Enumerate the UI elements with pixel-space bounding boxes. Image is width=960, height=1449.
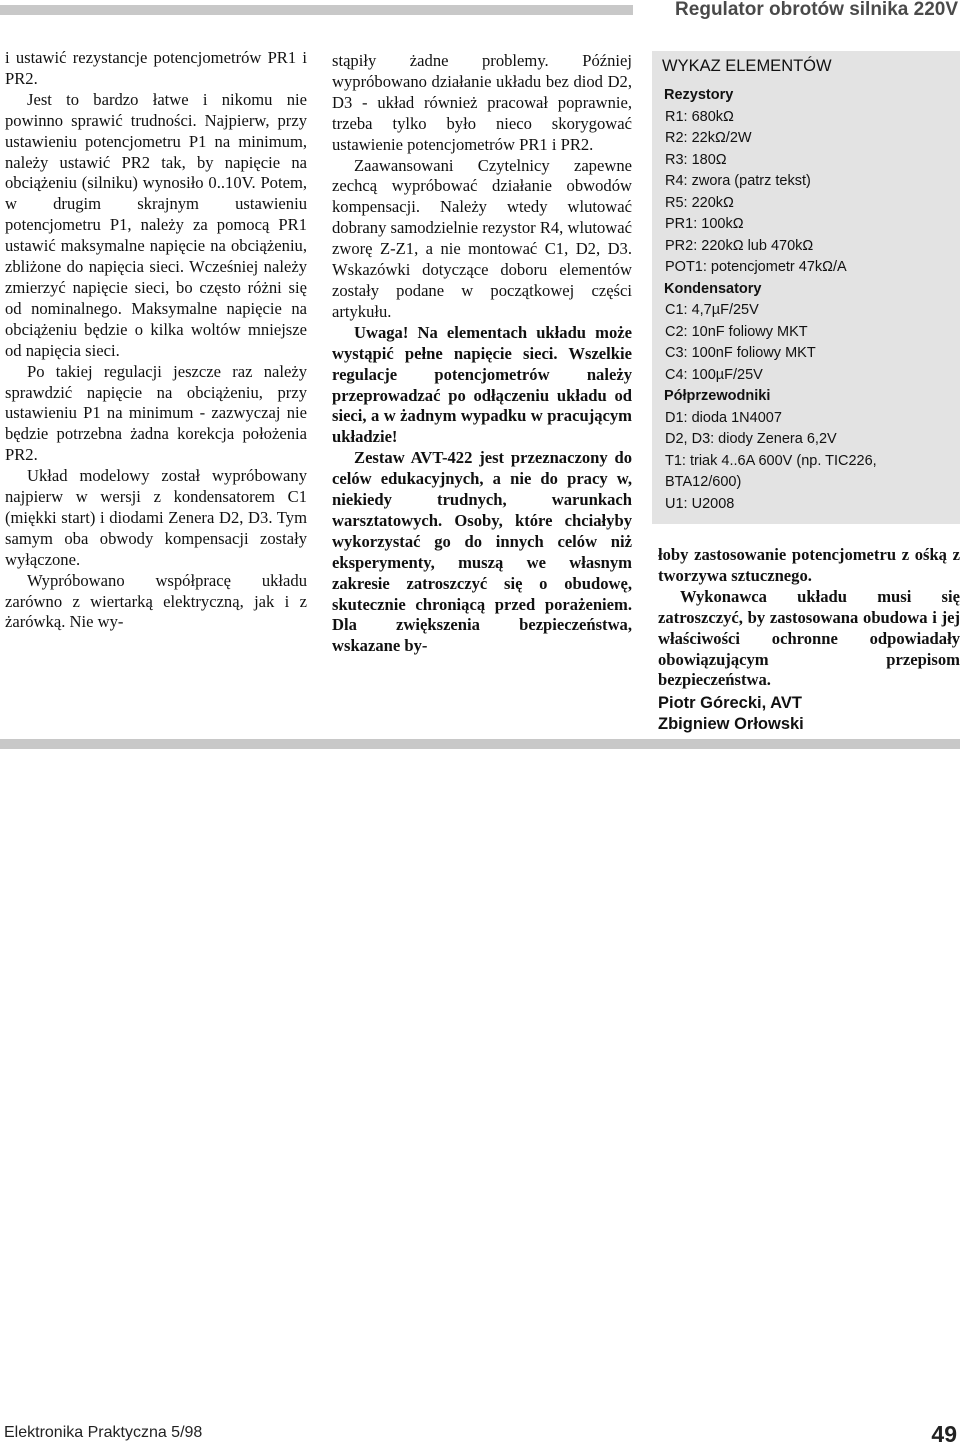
authors xyxy=(658,693,960,735)
author-line: Piotr Górecki, AVT xyxy=(658,694,802,713)
parts-item: U1: U2008 xyxy=(665,495,735,512)
paragraph: Wypróbowano współpracę układu zarówno z wiertarką elektryczną, jak i z żarówką. Nie wy- xyxy=(5,570,307,632)
page-number: 49 xyxy=(931,1421,957,1447)
parts-item: R5: 220kΩ xyxy=(665,194,734,211)
parts-item: D2, D3: diody Zenera 6,2V xyxy=(665,431,837,447)
parts-section-heading: Kondensatory xyxy=(664,280,762,297)
parts-item: D1: dioda 1N4007 xyxy=(665,409,782,426)
header-rule xyxy=(0,5,633,15)
safety-text: Wykonawca układu musi się zatroszczyć, by zastosowana obudowa i jej właściwości ochronne odpowiadały obowiązującym przepisom bezpieczeństwa. xyxy=(658,586,960,690)
parts-item: R2: 22kΩ/2W xyxy=(665,130,752,146)
parts-list-title: WYKAZ ELEMENTÓW xyxy=(662,57,832,75)
parts-item: R3: 180Ω xyxy=(665,151,727,168)
paragraph: stąpiły żadne problemy. Później wypróbowano działanie układu bez diod D2, D3 - układ również pracował poprawnie, trzeba tylko było nieco skorygować ustawienie potencjometrów PR1 i PR2. xyxy=(332,51,632,154)
text-column-1 xyxy=(5,48,307,633)
parts-item: R4: zwora (patrz tekst) xyxy=(665,173,811,189)
paragraph: Jest to bardzo łatwe i nikomu nie powinno sprawić trudności. Najpierw, przy ustawieniu potencjometru P1 na minimum, należy ustawić PR2 tak, by napięcie na obciążeniu (silniku) wynosiło 0..10V. Potem, w drugim skrajnym ustawieniu potencjometru P1, należy za pomocą PR1 ustawić maksymalne napięcie na obciążeniu, zbliżone do napięcia sieci. Wcześniej należy zmierzyć napięcie sieci, bo często różni się od nominalnego. Maksymalne napięcie na obciążeniu będzie o kilka woltów mniejsze od napięcia sieci. xyxy=(5,89,307,360)
paragraph xyxy=(658,587,960,692)
parts-section-heading: Półprzewodniki xyxy=(664,388,771,404)
parts-list-box xyxy=(652,51,960,524)
parts-item: C1: 4,7µF/25V xyxy=(665,302,759,318)
text-column-2 xyxy=(332,51,632,657)
kit-note-text: Zestaw AVT-422 jest przeznaczony do celów edukacyjnych, a nie do pracy w, niekiedy trudnych, warunkach warsztatowych. Osoby, które chciałyby wykorzystać go do innych celów niż eksperymenty, muszą we własnym zakresie zatroszczyć się o obudowę, skutecznie chroniącą przed porażeniem. Dla zwiększenia bezpieczeństwa, wskazane by- xyxy=(332,448,632,656)
warning-text: Na elementach układu może wystąpić pełne napięcie sieci. Wszelkie regulacje potencjometrów należy przeprowadzać po odłączeniu układu od sieci, a w żadnym wypadku w pracującym układzie! xyxy=(332,322,632,447)
magazine-issue: Elektronika Praktyczna 5/98 xyxy=(4,1424,203,1441)
paragraph xyxy=(658,545,960,587)
parts-item: PR2: 220kΩ lub 470kΩ xyxy=(665,237,814,254)
parts-item: C4: 100µF/25V xyxy=(665,366,763,383)
text-column-3 xyxy=(658,545,960,735)
kit-note-paragraph xyxy=(332,448,632,657)
parts-item: POT1: potencjometr 47kΩ/A xyxy=(665,259,847,275)
parts-section-heading: Rezystory xyxy=(664,87,734,103)
parts-item: T1: triak 4..6A 600V (np. TIC226, BTA12/600) xyxy=(665,452,877,490)
parts-item: R1: 680kΩ xyxy=(665,108,734,125)
parts-list xyxy=(664,85,954,515)
running-title: Regulator obrotów silnika 220V xyxy=(675,0,958,20)
parts-item: C2: 10nF foliowy MKT xyxy=(665,323,808,340)
paragraph: i ustawić rezystancje potencjometrów PR1 i PR2. xyxy=(5,48,307,88)
paragraph: Układ modelowy został wypróbowany najpierw w wersji z kondensatorem C1 (miękki start) i diodami Zenera D2, D3. Tym samym oba obwody kompensacji zostały wyłączone. xyxy=(5,466,307,569)
warning-lead: Uwaga! xyxy=(354,322,409,342)
section-end-rule xyxy=(0,739,960,749)
parts-item: PR1: 100kΩ xyxy=(665,216,744,232)
author-line: Zbigniew Orłowski xyxy=(658,715,804,734)
paragraph: Po takiej regulacji jeszcze raz należy sprawdzić napięcie na obciążeniu, przy ustawieniu P1 na minimum - zazwyczaj nie będzie potrzebna żadna korekcja położenia PR2. xyxy=(5,361,307,465)
safety-text: łoby zastosowanie potencjometru z ośką z tworzywa sztucznego. xyxy=(658,545,960,585)
paragraph: Zaawansowani Czytelnicy zapewne zechcą wypróbować działanie obwodów kompensacji. Należy wtedy wlutować dobrany samodzielnie rezystor R4, wlutować zworę Z-Z1, a nie montować C1, D2, D3. Wskazówki dotyczące doboru elementów zostały podane w początkowej części artykułu. xyxy=(332,155,632,321)
parts-item: C3: 100nF foliowy MKT xyxy=(665,345,816,361)
warning-paragraph xyxy=(332,323,632,448)
